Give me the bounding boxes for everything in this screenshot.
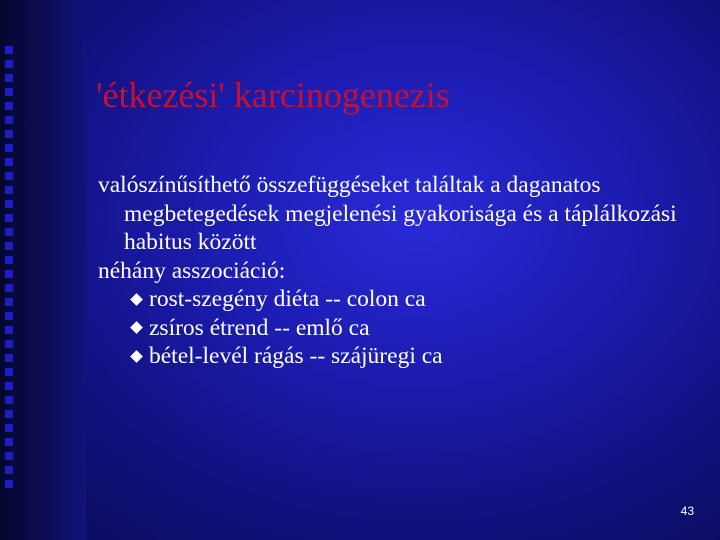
body-paragraph: valószínűsíthető összefüggéseket találtak a daganatos megbetegedések megjelenési gyakorisága és a táplálkozási habitus között xyxy=(98,172,677,255)
bullet-text: bétel-levél rágás -- szájüregi ca xyxy=(149,343,443,369)
slide-body xyxy=(98,171,708,371)
body-paragraph-associations: néhány asszociáció: xyxy=(98,257,286,284)
diamond-bullet-icon xyxy=(130,350,143,363)
diamond-bullet-icon xyxy=(130,321,143,334)
page-number: 43 xyxy=(680,504,694,518)
bullet-item xyxy=(132,285,708,314)
bullet-text: zsíros étrend -- emlő ca xyxy=(149,314,370,341)
bullet-item xyxy=(132,342,708,371)
bullet-item xyxy=(132,314,708,343)
decorative-left-band xyxy=(0,0,86,540)
diamond-bullet-icon xyxy=(130,293,143,306)
decorative-squares xyxy=(5,46,19,494)
slide-title: 'étkezési' karcinogenezis xyxy=(96,75,450,115)
bullet-text: rost-szegény diéta -- colon ca xyxy=(149,286,426,312)
